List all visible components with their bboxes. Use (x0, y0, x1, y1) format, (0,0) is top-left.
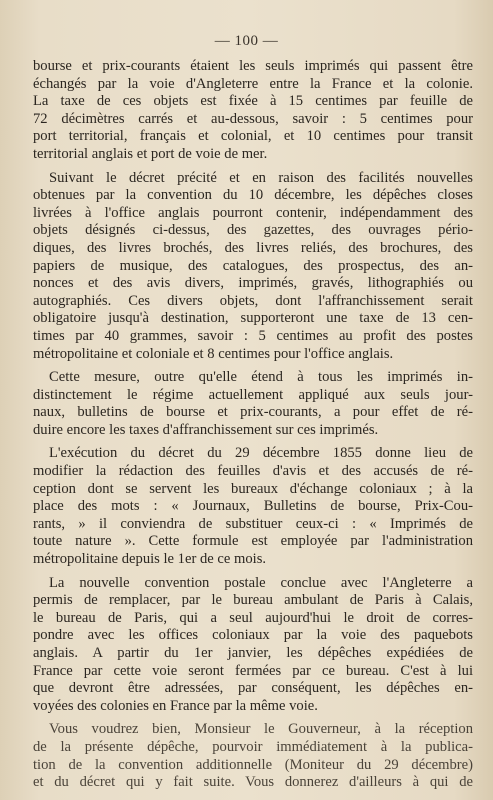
text-line: toute nature ». Cette formule est employée par l'administration (33, 533, 473, 550)
text-line: Cette mesure, outre qu'elle étend à tous les imprimés in- (49, 369, 473, 386)
text-line: le bureau de Paris, qui a seul aujourd'hui le droit de corres- (33, 609, 473, 626)
text-line: Suivant le décret précité et en raison des facilités nouvelles (49, 169, 473, 186)
body-text (33, 58, 473, 798)
text-line: Vous voudrez bien, Monsieur le Gouverneur, à la réception (49, 721, 473, 738)
text-line: tion de la convention additionnelle (Moniteur du 29 décembre) (33, 756, 473, 773)
paragraph-6 (33, 721, 473, 791)
text-line: diques, des livres brochés, des livres reliés, des brochures, des (33, 239, 473, 256)
text-line: naux, bulletins de bourse et prix-courants, a pour effet de ré- (33, 404, 473, 421)
text-line: nonces et des avis divers, imprimés, gravés, lithographiés ou (33, 275, 473, 292)
paragraph-5 (33, 575, 473, 716)
text-line: voyées des colonies en France par la même voie. (33, 697, 318, 714)
text-line: territorial anglais et port de voie de mer. (33, 145, 268, 162)
text-line: papiers de musique, des catalogues, des prospectus, des an- (33, 257, 473, 274)
text-line: métropolitaine depuis le 1er de ce mois. (33, 551, 267, 568)
text-line: port territorial, français et colonial, et 10 centimes pour transit (33, 128, 473, 145)
text-line: 72 décimètres carrés et au-dessous, savoir : 5 centimes pour (33, 110, 473, 127)
text-line: La taxe de ces objets est fixée à 15 centimes par feuille de (33, 93, 473, 110)
text-line: autographiés. Ces divers objets, dont l'affranchissement serait (33, 292, 473, 309)
text-line: obtenues par la convention du 10 décembre, les dépêches closes (33, 187, 473, 204)
text-line: ception dont se servent les bureaux d'échange coloniaux ; à la (33, 480, 473, 497)
paragraph-4 (33, 445, 473, 568)
text-line: permis de remplacer, par le bureau ambulant de Paris à Calais, (33, 592, 473, 609)
text-line: anglais. A partir du 1er janvier, les dépêches expédiées de (33, 645, 473, 661)
paragraph-2 (33, 170, 473, 364)
text-line: distinctement le régime actuellement appliqué aux seuls jour- (33, 386, 473, 403)
paragraph-1 (33, 58, 473, 164)
text-line: obligatoire jusqu'à destination, supporteront une taxe de 13 cen- (33, 310, 473, 327)
page-number: — 100 — (214, 33, 279, 49)
text-line: et du décret qui y fait suite. Vous donnerez d'ailleurs à qui de (33, 774, 473, 791)
text-line: France par cette voie seront fermées par ce bureau. C'est à lui (33, 662, 473, 679)
text-line: L'exécution du décret du 29 décembre 1855 donne lieu de (49, 445, 473, 462)
text-line: times par 40 grammes, savoir : 5 centimes au profit des postes (33, 327, 473, 344)
text-line: échangés par la voie d'Angleterre entre la France et la colonie. (33, 75, 473, 92)
text-line: que devront être adressées, par conséquent, les dépêches en- (33, 680, 473, 697)
text-line: de la présente dépêche, pourvoir immédiatement à la publica- (33, 738, 473, 755)
text-line: La nouvelle convention postale conclue avec l'Angleterre a (49, 574, 473, 591)
text-line: objets désignés ci-dessus, des gazettes, des ouvrages pério- (33, 222, 473, 239)
text-line: pondre avec les offices coloniaux par la voie des paquebots (33, 627, 473, 644)
text-line: modifier la rédaction des feuilles d'avis et des accusés de ré- (33, 463, 473, 480)
text-line: duire encore les taxes d'affranchissement sur ces imprimés. (33, 421, 379, 438)
text-line: rants, » il conviendra de substituer ceux-ci : « Imprimés de (33, 515, 473, 532)
text-line: bourse et prix-courants étaient les seuls imprimés qui passent être (33, 58, 473, 74)
text-line: place des mots : « Journaux, Bulletins de bourse, Prix-Cou- (33, 498, 473, 515)
paragraph-3 (33, 369, 473, 439)
text-line: livrées à l'office anglais pourront contenir, indépendamment des (33, 204, 473, 221)
text-line: métropolitaine et coloniale et 8 centimes pour l'office anglais. (33, 345, 394, 362)
